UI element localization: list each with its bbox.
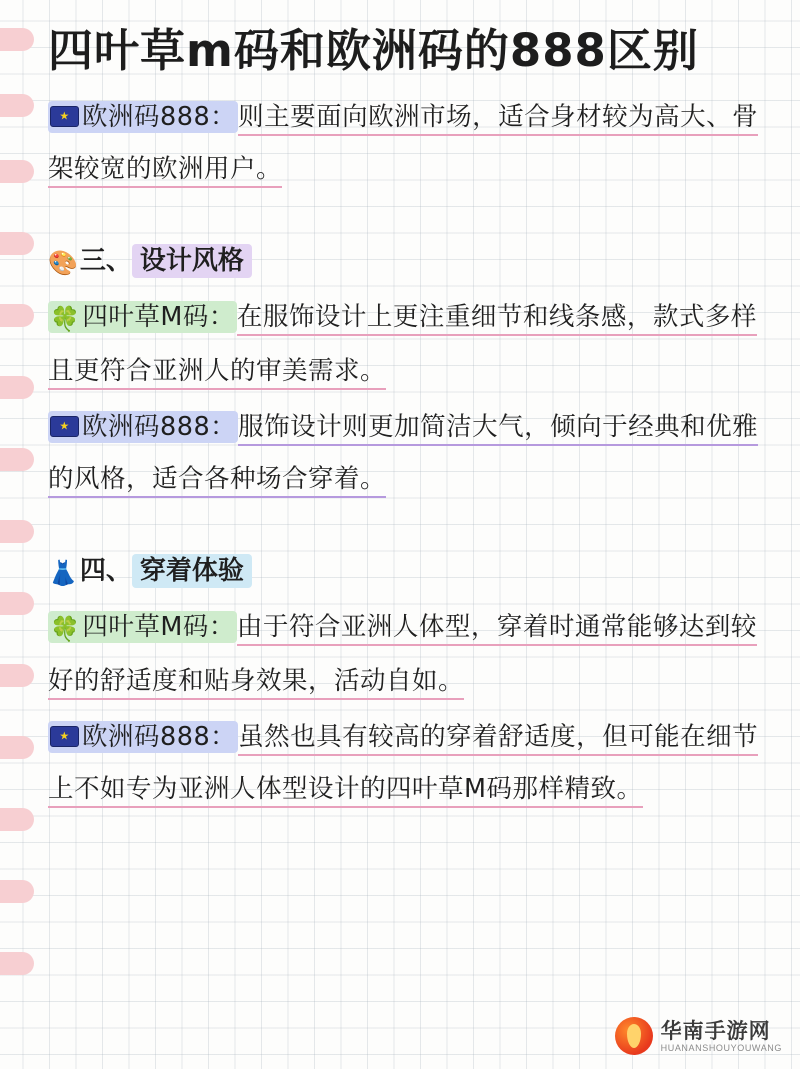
watermark-cn: 华南手游网: [660, 1018, 771, 1043]
binder-tab: [0, 664, 34, 687]
note-content: [40, 18, 780, 819]
watermark-text: [661, 1019, 782, 1053]
clover-icon: 🍀: [50, 304, 81, 333]
eu888-label: 欧洲码888：: [82, 101, 237, 132]
eu888-label-chip: [48, 411, 238, 443]
section-heading-design: [40, 235, 780, 289]
paragraph-eu888-wearing: [40, 711, 780, 815]
flame-logo-icon: [615, 1017, 653, 1055]
eu-flag-icon: [50, 416, 79, 437]
eu888-wearing-text: 虽然也具有较高的穿着舒适度，但可能在细节上不如专为亚洲人体型设计的四叶草M码那样精致。: [48, 722, 758, 808]
eu888-design-text: 服饰设计则更加简洁大气，倾向于经典和优雅的风格，适合各种场合穿着。: [48, 412, 758, 498]
paragraph-eu888-design: [40, 401, 780, 505]
binder-tab: [0, 736, 34, 759]
clover-design-text: 在服饰设计上更注重细节和线条感，款式多样且更符合亚洲人的审美需求。: [48, 302, 757, 390]
binder-tab: [0, 520, 34, 543]
clover-icon: 🍀: [50, 614, 81, 643]
clover-label-chip: [48, 301, 237, 333]
binder-tab: [0, 94, 34, 117]
clover-wearing-text: 由于符合亚洲人体型，穿着时通常能够达到较好的舒适度和贴身效果，活动自如。: [48, 612, 757, 700]
eu-flag-icon: [50, 106, 79, 127]
eu888-label-chip: [48, 721, 238, 753]
paragraph-clover-wearing: [40, 601, 780, 707]
eu888-label-chip: [48, 101, 238, 133]
binder-tab: [0, 808, 34, 831]
clover-label: 四叶草M码：: [82, 611, 235, 642]
clover-label-chip: [48, 611, 237, 643]
eu888-label: 欧洲码888：: [82, 411, 237, 442]
binder-tab: [0, 952, 34, 975]
site-watermark: [615, 1017, 782, 1055]
paragraph-eu888-market: [40, 91, 780, 195]
dress-icon: 👗: [48, 558, 78, 587]
clover-label: 四叶草M码：: [82, 301, 235, 332]
watermark-en: HUANANSHOUYOUWANG: [660, 1042, 782, 1053]
section-number-four: 四、: [79, 555, 132, 586]
binder-tab: [0, 28, 34, 51]
binder-tab: [0, 160, 34, 183]
binder-tab: [0, 376, 34, 399]
binder-tab: [0, 448, 34, 471]
binder-tab: [0, 304, 34, 327]
spiral-binder-strip: [0, 0, 34, 1069]
palette-icon: 🎨: [48, 248, 78, 277]
section-heading-wearing: [40, 545, 780, 599]
eu888-market-text: 则主要面向欧洲市场，适合身材较为高大、骨架较宽的欧洲用户。: [48, 102, 758, 188]
section-title-wearing: 穿着体验: [132, 554, 252, 588]
page-title: 四叶草m码和欧洲码的888区别: [48, 24, 699, 77]
eu888-label: 欧洲码888：: [82, 721, 237, 752]
spacer: [40, 199, 780, 221]
section-number-three: 三、: [79, 245, 132, 276]
binder-tab: [0, 232, 34, 255]
eu-flag-icon: [50, 726, 79, 747]
paragraph-clover-design: [40, 291, 780, 397]
spacer: [40, 509, 780, 531]
binder-tab: [0, 880, 34, 903]
section-title-design: 设计风格: [132, 244, 252, 278]
binder-tab: [0, 592, 34, 615]
